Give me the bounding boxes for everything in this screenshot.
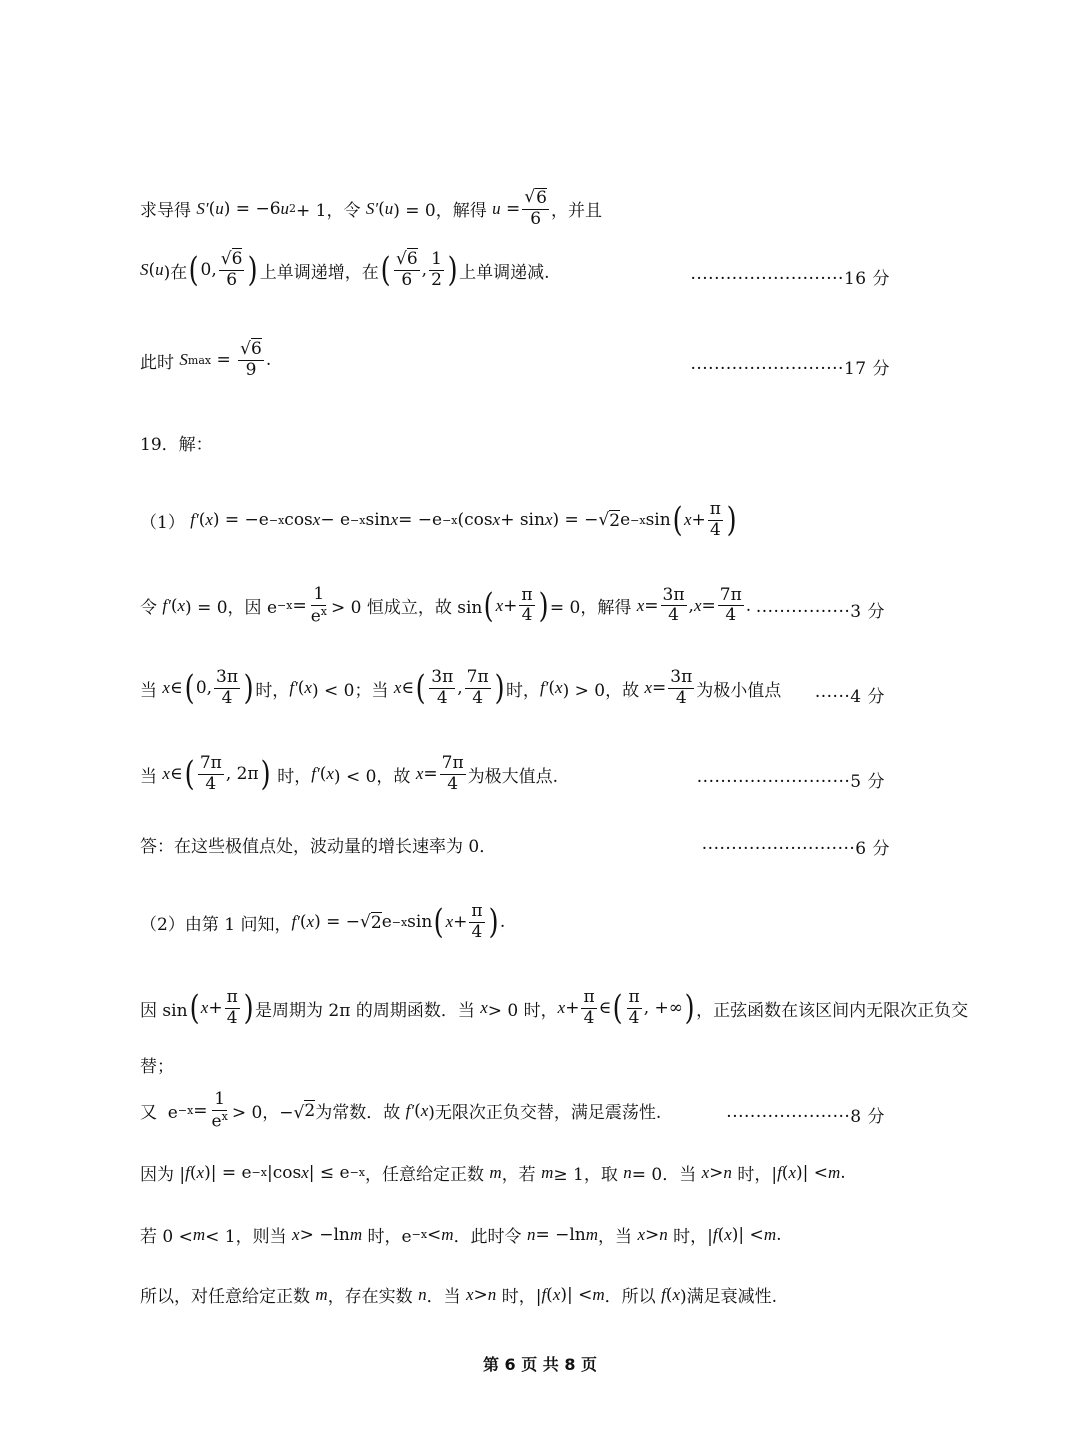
- score-16: ··························16 分: [690, 269, 890, 289]
- text-line: 当 x ∈ ( 0, $\frac{3\pi}{4}$ ) 时， f′ ( x ) < 0；当 x ∈ ( $\frac{3\pi}{4}$ , $\frac{7\pi}{4}$ ) 时， f′ ( x ) > 0，故 x = $\frac{3\pi}{4}$ 为极小值点: [140, 667, 782, 709]
- text-line: 令 f′ ( x ) = 0，因 e −x = $\frac{1}{e^x}$ > 0 恒成立，故 sin ( x + $\frac{\pi}{4}$ ) = 0，解得 x = $\frac{3\pi}{4}$ , x = $\frac{7\pi}{4}$ .: [140, 584, 752, 627]
- text-line: 所以，对任意给定正数 m ，存在实数 n ．当 x > n 时，| f ( x )| < m ．所以 f ( x )满足衰减性.: [140, 1284, 778, 1307]
- score-6: ··························6 分: [701, 839, 890, 859]
- score-17: ··························17 分: [690, 359, 890, 379]
- text-line: 此时 S max = $\frac{√6}{9}$ .: [140, 339, 272, 380]
- text-line: 当 x ∈ ( $\frac{7\pi}{4}$ , 2π ) 时， f′ ( x ) < 0，故 x = $\frac{7\pi}{4}$ 为极大值点.: [140, 753, 559, 795]
- score-8: ·····················8 分: [726, 1107, 885, 1127]
- text-line: （1） f′ ( x ) = −e −x cos x − e −x sin x = −e −x (cos x + sin x ) = −√ 2 e −x sin ( x + $\frac{\pi}{4}$ ): [140, 499, 737, 541]
- text-line: （2）由第 1 问知， f′ ( x ) = −√ 2 e −x sin ( x + $\frac{\pi}{4}$ ) .: [140, 901, 506, 943]
- text-line: [140, 1052, 920, 1077]
- line-text: 替；: [140, 1057, 174, 1077]
- text-line: 求导得 S′ ( u ) = −6 u 2 + 1，令 S′ ( u ) = 0，解得 u = √ 6 6 ，并且: [140, 187, 602, 229]
- score-5: ··························5 分: [696, 772, 885, 792]
- question-number: 19．解：: [140, 435, 213, 455]
- score-4: ······4 分: [814, 687, 885, 707]
- line-text: 答：在这些极值点处，波动量的增长速率为 0．: [140, 837, 497, 857]
- text-line: S ( u )在 ( 0, $\frac{√6}{6}$ ) 上单调递增，在 ( $\frac{√6}{6}$ , $\frac{1}{2}$ ) 上单调递减.: [140, 249, 550, 291]
- page-footer: 第 6 页 共 8 页: [482, 1355, 598, 1374]
- text-line: 因为 | f ( x )| = e −x |cos x | ≤ e −x ，任意给定正数 m ，若 m ≥ 1，取 n = 0．当 x > n 时，| f ( x )| < m .: [140, 1162, 846, 1185]
- text-line: 又 e −x = $\frac{1}{e^x}$ > 0，−√ 2 为常数．故 f′ ( x )无限次正负交替，满足震荡性.: [140, 1089, 662, 1132]
- question-heading: [140, 430, 920, 455]
- text-line: 因 sin ( x + $\frac{\pi}{4}$ ) 是周期为 2π 的周期函数．当 x > 0 时， x + $\frac{\pi}{4}$ ∈ ( $\frac{\pi}{4}$ , +∞ ) ，正弦函数在该区间内无限次正负交: [140, 987, 969, 1029]
- text-line: 若 0 < m < 1，则当 x > −ln m 时，e −x < m ．此时令 n = −ln m ，当 x > n 时，| f ( x )| < m .: [140, 1224, 782, 1247]
- score-3: ················3 分: [755, 602, 885, 622]
